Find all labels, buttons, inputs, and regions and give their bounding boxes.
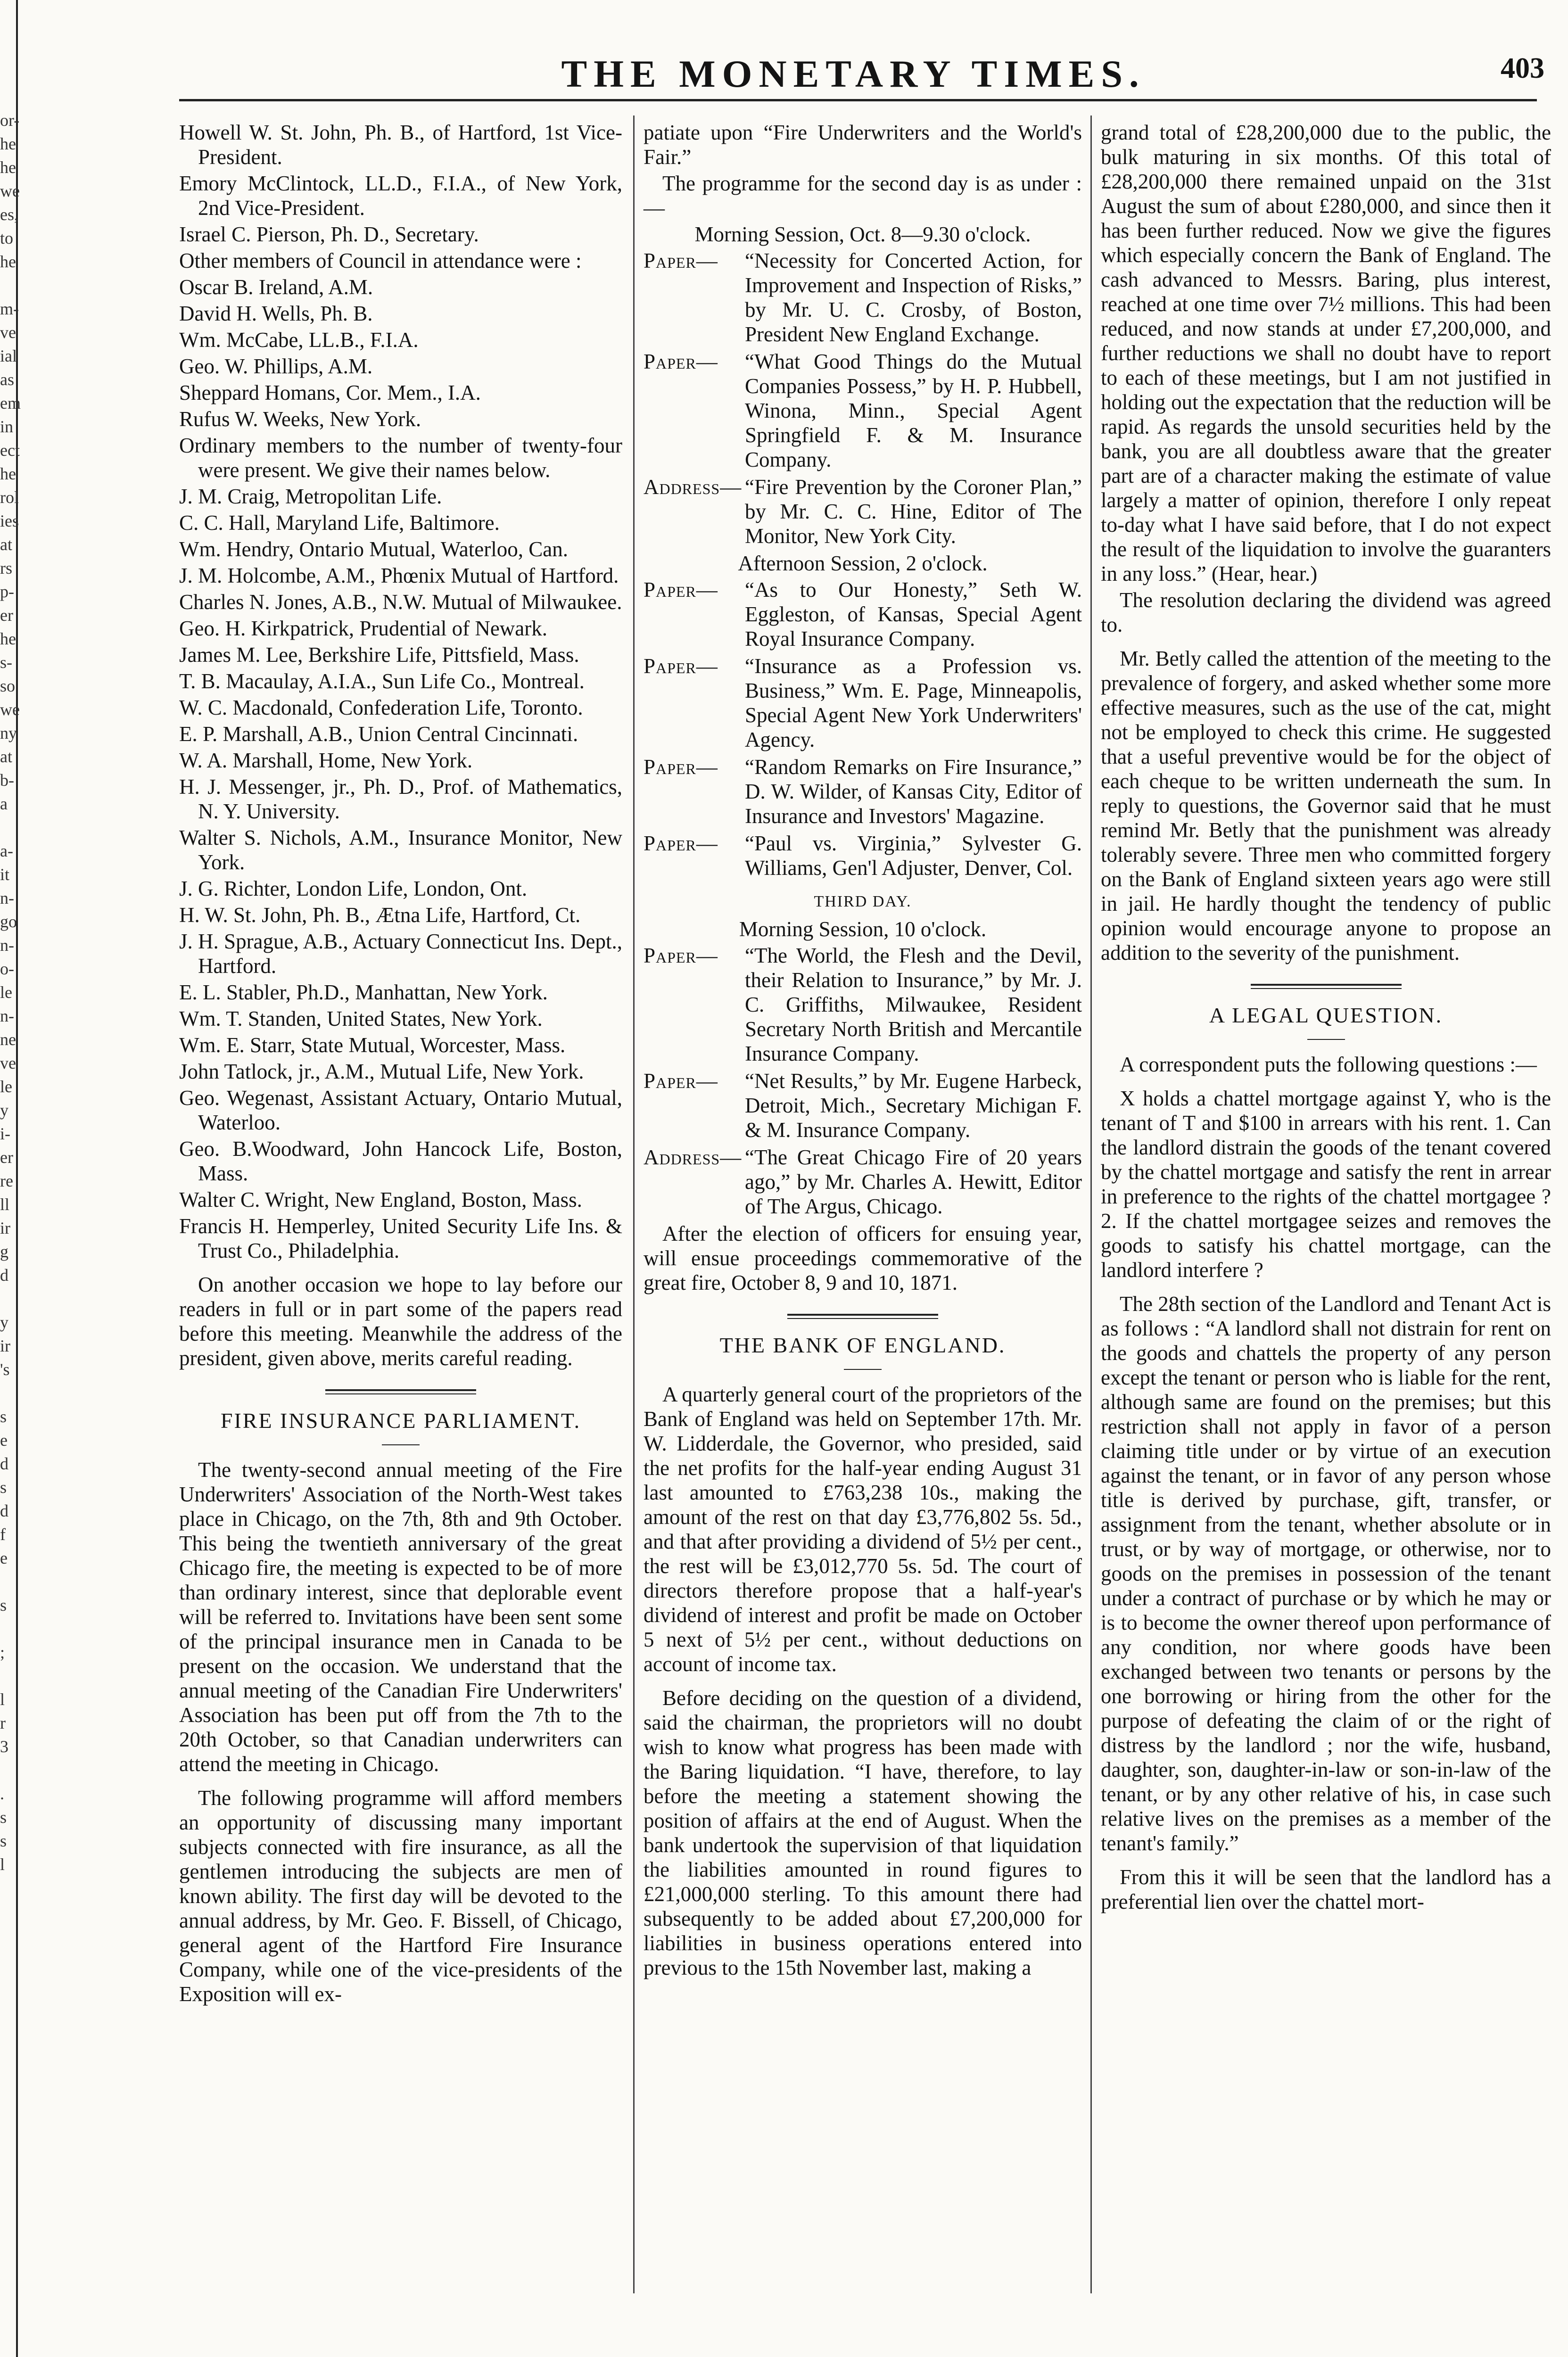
masthead-title: THE MONETARY TIMES.: [561, 52, 1146, 95]
gutter-fragment: rol: [0, 488, 19, 507]
member-entry: Geo. B.Woodward, John Hancock Life, Boston, Mass.: [179, 1137, 622, 1185]
programme-intro: The programme for the second day is as under :—: [644, 172, 1082, 220]
bank-paragraph-2: Before deciding on the question of a dividend, said the chairman, the proprietors will no doubt wish to know what progress has been made with the Baring liquidation. “I have, therefore, to lay before the meeting a statement showing the position of affairs at the end of August. When the bank undertook the supervision of that liquidation the liabilities amounted in round figures to £21,000,000 sterling. To this amount there had subsequently to be added about £7,200,000 for liabilities in business operations entered into previous to the 15th November last, making a: [644, 1686, 1082, 1979]
gutter-fragment: d: [0, 1454, 8, 1473]
gutter-fragment: s: [0, 1831, 7, 1850]
continued-text: patiate upon “Fire Underwriters and the World's Fair.”: [644, 121, 1082, 169]
programme-item: [644, 475, 1082, 548]
programme-item-type: Paper—: [644, 350, 718, 373]
programme-item-text: “As to Our Honesty,” Seth W. Eggleston, of Kansas, Special Agent Royal Insurance Company.: [745, 578, 1082, 651]
member-entry: Oscar B. Ireland, A.M.: [179, 275, 373, 299]
gutter-fragment: l: [0, 1855, 5, 1874]
gutter-fragment: y: [0, 1101, 8, 1120]
member-entry: Walter S. Nichols, A.M., Insurance Monitor, New York.: [179, 826, 622, 874]
gutter-fragment: n-: [0, 889, 14, 907]
gutter-fragment: b-: [0, 771, 14, 790]
heading-underline: [1307, 1039, 1345, 1040]
gutter-fragment: ect: [0, 441, 20, 460]
session-heading: Morning Session, 10 o'clock.: [739, 917, 987, 941]
gutter-fragment: .: [0, 1784, 4, 1803]
member-entry: E. L. Stabler, Ph.D., Manhattan, New York.: [179, 981, 548, 1004]
gutter-fragment: a: [0, 794, 8, 813]
column-2: [644, 120, 1082, 1982]
gutter-fragment: 3: [0, 1737, 8, 1756]
gutter-fragment: [0, 1287, 19, 1310]
gutter-fragment: [0, 1617, 19, 1640]
member-entry: Emory McClintock, LL.D., F.I.A., of New York, 2nd Vice-President.: [179, 172, 622, 220]
member-entry: J. H. Sprague, A.B., Actuary Connecticut Ins. Dept., Hartford.: [179, 930, 622, 978]
gutter-fragment: in: [0, 417, 14, 436]
member-entry: John Tatlock, jr., A.M., Mutual Life, New York.: [179, 1060, 584, 1083]
programme-item-text: “Insurance as a Profession vs. Business,” Wm. E. Page, Minneapolis, Special Agent New York Underwriters' Agency.: [745, 654, 1082, 751]
member-list: [179, 120, 622, 1263]
closing-paragraph: On another occasion we hope to lay before our readers in full or in part some of the papers read before this meeting. Meanwhile the address of the president, given above, merits careful reading.: [179, 1273, 622, 1370]
member-entry: Geo. H. Kirkpatrick, Prudential of Newark.: [179, 617, 548, 640]
betly-paragraph: Mr. Betly called the attention of the meeting to the prevalence of forgery, and asked whether some more effective measures, such as the use of the cat, might not be employed to check this crime. He suggested that a useful preventive would be for the object of each cheque to be written underneath the sum. In reply to questions, the Governor said that he must remind Mr. Betly that the punishment was already tolerably severe. Three men who committed forgery on the Bank of England sixteen years ago were still in jail. He hardly thought the tendency of public opinion would encourage anyone to propose an addition to the severity of the punishment.: [1101, 647, 1551, 964]
programme-item: [644, 755, 1082, 828]
member-entry: Wm. Hendry, Ontario Mutual, Waterloo, Can.: [179, 537, 568, 561]
programme-item-type: Paper—: [644, 832, 718, 855]
gutter-fragment: he: [0, 629, 16, 648]
programme-item: [644, 349, 1082, 472]
programme-item-type: Paper—: [644, 944, 718, 967]
gutter-fragment: ir: [0, 1336, 10, 1355]
member-entry: Israel C. Pierson, Ph. D., Secretary.: [179, 223, 479, 246]
gutter-fragment: m-: [0, 299, 19, 318]
member-entry: Howell W. St. John, Ph. B., of Hartford, 1st Vice-President.: [179, 121, 622, 169]
gutter-fragment: a-: [0, 841, 13, 860]
gutter-fragment: ll: [0, 1195, 10, 1214]
continued-text: grand total of £28,200,000 due to the public, the bulk maturing in six months. Of this total of £28,200,000 there remained unpaid on the 31st August the sum of about £280,000, and since then it has been further reduced. Now we give the figures which especially concern the Bank of England. The cash advanced to Messrs. Baring, plus interest, reached at one time over 7½ millions. This had been reduced, and now stands at under £7,200,000, and further reductions we shall no doubt have to report to each of these meetings, but I am not justified in holding out the expectation that the reduction will be rapid. As regards the unsold securities held by the bank, you are all doubtless aware that the greater part are of a character making the estimate of value largely a matter of opinion, therefore I only repeat to-day what I have said before, that I do not expect the result of the liquidation to involve the guaranters in any loss.” (Hear, hear.): [1101, 121, 1551, 585]
member-entry: J. G. Richter, London Life, London, Ont.: [179, 877, 528, 900]
gutter-fragment: er: [0, 1148, 13, 1167]
fire-paragraph-1: The twenty-second annual meeting of the Fire Underwriters' Association of the North-West takes place in Chicago, on the 7th, 8th and 9th October. This being the twentieth anniversary of the great Chicago fire, the meeting is expected to be of more than ordinary interest, since that deplorable event will be referred to. Invitations have been sent some of the principal insurance men in Canada to be present on the occasion. We understand that the annual meeting of the Canadian Fire Underwriters' Association has been put off from the 7th to the 20th October, so that Canadian underwriters can attend the meeting in Chicago.: [179, 1458, 622, 1776]
gutter-fragment: ne: [0, 1030, 16, 1049]
gutter-fragment: ies: [0, 511, 19, 530]
gutter-fragment: to: [0, 229, 14, 247]
section-divider: [325, 1389, 476, 1394]
member-entry: Other members of Council in attendance were :: [179, 249, 582, 272]
programme-item-text: “Random Remarks on Fire Insurance,” D. W. Wilder, of Kansas City, Editor of Insurance and Investors' Magazine.: [745, 755, 1082, 828]
member-entry: J. M. Craig, Metropolitan Life.: [179, 485, 442, 508]
gutter-fragment: s: [0, 1478, 7, 1497]
member-entry: W. A. Marshall, Home, New York.: [179, 749, 473, 772]
legal-intro: A correspondent puts the following questions :—: [1120, 1053, 1537, 1076]
programme-item-type: Address—: [644, 475, 742, 499]
legal-closing: From this it will be seen that the landlord has a preferential lien over the chattel mort-: [1101, 1865, 1551, 1913]
programme-item-text: “Net Results,” by Mr. Eugene Harbeck, Detroit, Mich., Secretary Michigan F. & M. Insurance Company.: [745, 1069, 1082, 1142]
section-divider: [1251, 984, 1402, 989]
programme-item-type: Address—: [644, 1146, 742, 1169]
gutter-fragment: n-: [0, 936, 14, 955]
gutter-fragment: rs: [0, 559, 12, 577]
column-rule-2: [1090, 115, 1092, 2293]
gutter-fragment: [0, 1381, 19, 1405]
gutter-fragment: o-: [0, 959, 14, 978]
member-entry: J. M. Holcombe, A.M., Phœnix Mutual of Hartford.: [179, 564, 619, 587]
heading-underline: [844, 1369, 882, 1370]
member-entry: Geo. W. Phillips, A.M.: [179, 354, 373, 378]
gutter-fragment: so: [0, 676, 16, 695]
member-entry: David H. Wells, Ph. B.: [179, 302, 373, 325]
after-paragraph: After the election of officers for ensuing year, will ensue proceedings commemorative of the great fire, October 8, 9 and 10, 1871.: [644, 1222, 1082, 1294]
header-rule: [179, 99, 1537, 101]
gutter-fragment: [0, 273, 19, 297]
programme-list-third-day: [644, 943, 1082, 1219]
member-entry: E. P. Marshall, A.B., Union Central Cincinnati.: [179, 722, 578, 746]
programme-item-text: “Necessity for Concerted Action, for Improvement and Inspection of Risks,” by Mr. U. C. Crosby, of Boston, President New England Exchange.: [745, 249, 1082, 346]
member-entry: H. W. St. John, Ph. B., Ætna Life, Hartford, Ct.: [179, 903, 581, 927]
column-1: [179, 120, 622, 2008]
bank-paragraph-1: A quarterly general court of the proprietors of the Bank of England was held on September 17th. Mr. W. Lidderdale, the Governor, who presided, said the net profits for the half-year ending August 31 last amounted to £763,238 10s., making the amount of the rest on that day £3,776,802 5s. 5d., and that after providing a dividend of 5½ per cent., the rest will be £3,012,770 5s. 5d. The court of directors therefore propose that a half-year's dividend of interest and profit be made on October 5 next of 5½ per cent., without deductions on account of income tax.: [644, 1383, 1082, 1676]
programme-item: [644, 831, 1082, 880]
gutter-fragment: e: [0, 1549, 8, 1567]
gutter-fragment: go: [0, 912, 17, 931]
member-entry: James M. Lee, Berkshire Life, Pittsfield, Mass.: [179, 643, 579, 667]
gutter-fragment: n-: [0, 1006, 14, 1025]
gutter-fragment: s: [0, 1808, 7, 1827]
programme-item-text: “What Good Things do the Mutual Companies Possess,” by H. P. Hubbell, Winona, Minn., Special Agent Springfield F. & M. Insurance Company.: [745, 350, 1082, 471]
gutter-fragment: ve: [0, 323, 16, 342]
resolution-paragraph: The resolution declaring the dividend was agreed to.: [1101, 588, 1551, 636]
gutter-fragment: e: [0, 1431, 8, 1450]
gutter-fragment: ny: [0, 724, 17, 742]
gutter-fragment: at: [0, 747, 12, 766]
programme-item-type: Paper—: [644, 654, 718, 678]
gutter-fragment: re: [0, 1171, 13, 1190]
gutter-fragment: s: [0, 1596, 7, 1615]
third-day-label: THIRD DAY.: [814, 893, 912, 910]
member-entry: H. J. Messenger, jr., Ph. D., Prof. of Mathematics, N. Y. University.: [179, 775, 622, 823]
section-divider: [787, 1314, 938, 1319]
gutter-fragment: i-: [0, 1124, 10, 1143]
member-entry: Geo. Wegenast, Assistant Actuary, Ontario Mutual, Waterloo.: [179, 1086, 622, 1134]
heading-fire-insurance-parliament: FIRE INSURANCE PARLIAMENT.: [220, 1409, 581, 1433]
gutter-fragment: or-: [0, 111, 20, 130]
member-entry: Wm. E. Starr, State Mutual, Worcester, Mass.: [179, 1033, 566, 1057]
gutter-fragment: we: [0, 181, 20, 200]
gutter-fragment: ial: [0, 346, 17, 365]
fire-paragraph-2: The following programme will afford members an opportunity of discussing many important subjects connected with fire insurance, as all the gentlemen introducing the subjects are men of known ability. The first day will be devoted to the annual address, by Mr. Geo. F. Bissell, of Chicago, general agent of the Hartford Fire Insurance Company, while one of the vice-presidents of the Exposition will ex-: [179, 1786, 622, 2006]
gutter-fragment: ;: [0, 1643, 5, 1662]
left-gutter-fragments: [0, 108, 19, 1876]
legal-question: X holds a chattel mortgage against Y, who is the tenant of T and $100 in arrears with his rent. 1. Can the landlord distrain the goods of the tenant covered by the chattel mortgage and satisfy the rent in arrear in preference to the rights of the chattel mortgagee ? 2. If the chattel mortgagee seizes and removes the goods to satisfy his chattel mortgage, can the landlord interfere ?: [1101, 1087, 1551, 1282]
gutter-fragment: r: [0, 1714, 6, 1732]
gutter-fragment: he: [0, 464, 16, 483]
member-entry: T. B. Macaulay, A.I.A., Sun Life Co., Montreal.: [179, 669, 585, 693]
gutter-fragment: em: [0, 394, 21, 412]
session-heading: Afternoon Session, 2 o'clock.: [738, 552, 988, 575]
member-entry: Walter C. Wright, New England, Boston, Mass.: [179, 1188, 582, 1211]
session-heading: Morning Session, Oct. 8—9.30 o'clock.: [694, 223, 1031, 246]
gutter-fragment: le: [0, 1077, 12, 1096]
gutter-fragment: y: [0, 1313, 8, 1332]
gutter-fragment: he: [0, 134, 16, 153]
member-entry: Charles N. Jones, A.B., N.W. Mutual of Milwaukee.: [179, 590, 622, 614]
member-entry: Wm. McCabe, LL.B., F.I.A.: [179, 328, 419, 352]
member-entry: Wm. T. Standen, United States, New York.: [179, 1007, 543, 1030]
gutter-fragment: g: [0, 1242, 8, 1261]
member-entry: Francis H. Hemperley, United Security Life Ins. & Trust Co., Philadelphia.: [179, 1214, 622, 1262]
gutter-fragment: d: [0, 1266, 8, 1285]
member-entry: C. C. Hall, Maryland Life, Baltimore.: [179, 511, 500, 535]
gutter-fragment: es,: [0, 205, 18, 224]
gutter-fragment: p-: [0, 582, 14, 601]
gutter-fragment: 's: [0, 1360, 10, 1379]
gutter-fragment: he: [0, 158, 16, 177]
gutter-fragment: we: [0, 700, 20, 719]
programme-item: [644, 1145, 1082, 1219]
gutter-fragment: it: [0, 865, 10, 884]
gutter-fragment: s-: [0, 653, 12, 672]
member-entry: Rufus W. Weeks, New York.: [179, 407, 421, 431]
programme-item: [644, 654, 1082, 752]
programme-item: [644, 248, 1082, 346]
gutter-fragment: er: [0, 606, 13, 625]
programme-item-text: “The World, the Flesh and the Devil, their Relation to Insurance,” by Mr. J. C. Griffiths, Milwaukee, Resident Secretary North British and Mercantile Insurance Company.: [745, 944, 1082, 1065]
heading-underline: [382, 1444, 420, 1445]
programme-item: [644, 577, 1082, 651]
programme-item: [644, 943, 1082, 1066]
gutter-fragment: l: [0, 1690, 5, 1709]
gutter-fragment: f: [0, 1525, 6, 1544]
gutter-fragment: d: [0, 1501, 8, 1520]
gutter-fragment: [0, 1570, 19, 1593]
programme-item-text: “Paul vs. Virginia,” Sylvester G. Williams, Gen'l Adjuster, Denver, Col.: [745, 832, 1082, 880]
gutter-fragment: he: [0, 252, 16, 271]
programme-list-afternoon: [644, 577, 1082, 880]
programme-list-morning: [644, 248, 1082, 548]
gutter-fragment: at: [0, 535, 12, 554]
gutter-fragment: [0, 816, 19, 839]
gutter-fragment: s: [0, 1407, 7, 1426]
gutter-fragment: le: [0, 983, 12, 1002]
heading-legal-question: A LEGAL QUESTION.: [1209, 1003, 1443, 1027]
legal-answer: The 28th section of the Landlord and Tenant Act is as follows : “A landlord shall not distrain for rent on the goods and chattels the property of any person except the tenant or person who is liable for the rent, although same are found on the premises; but this restriction shall not apply in favor of a person claiming title under or by virtue of an execution against the tenant, or in favor of any person whose title is derived by purchase, gift, transfer, or assignment from the tenant, whether absolute or in trust, or by way of mortgage, or otherwise, nor to goods on the premises in possession of the tenant under a contract of purchase or by which he may or is to become the owner thereof upon performance of any condition, nor where goods have been exchanged between two tenants or persons by the one borrowing or hiring from the other for the purpose of defeating the claim of or the right of distress by the landlord ; nor the wife, husband, daughter, son, daughter-in-law or son-in-law of the tenant, or by any other relative of his, in case such relative lives on the premises as a member of the tenant's family.”: [1101, 1292, 1551, 1855]
member-entry: W. C. Macdonald, Confederation Life, Toronto.: [179, 696, 583, 719]
programme-item-type: Paper—: [644, 1069, 718, 1093]
programme-item-text: “The Great Chicago Fire of 20 years ago,” by Mr. Charles A. Hewitt, Editor of The Argus, Chicago.: [745, 1146, 1082, 1218]
programme-item-type: Paper—: [644, 578, 718, 602]
programme-item: [644, 1069, 1082, 1142]
member-entry: Sheppard Homans, Cor. Mem., I.A.: [179, 381, 481, 404]
gutter-fragment: ir: [0, 1219, 10, 1237]
programme-item-type: Paper—: [644, 755, 718, 779]
gutter-fragment: as: [0, 370, 14, 389]
gutter-fragment: ve: [0, 1054, 16, 1072]
column-rule-1: [633, 115, 635, 2293]
programme-item-text: “Fire Prevention by the Coroner Plan,” by Mr. C. C. Hine, Editor of The Monitor, New York City.: [745, 475, 1082, 548]
programme-item-type: Paper—: [644, 249, 718, 272]
gutter-fragment: [0, 1758, 19, 1782]
column-3: [1101, 120, 1551, 1916]
page-number: 403: [1501, 52, 1544, 84]
gutter-fragment: [0, 1664, 19, 1688]
heading-bank-of-england: THE BANK OF ENGLAND.: [719, 1333, 1006, 1357]
member-entry: Ordinary members to the number of twenty-four were present. We give their names below.: [179, 434, 622, 482]
